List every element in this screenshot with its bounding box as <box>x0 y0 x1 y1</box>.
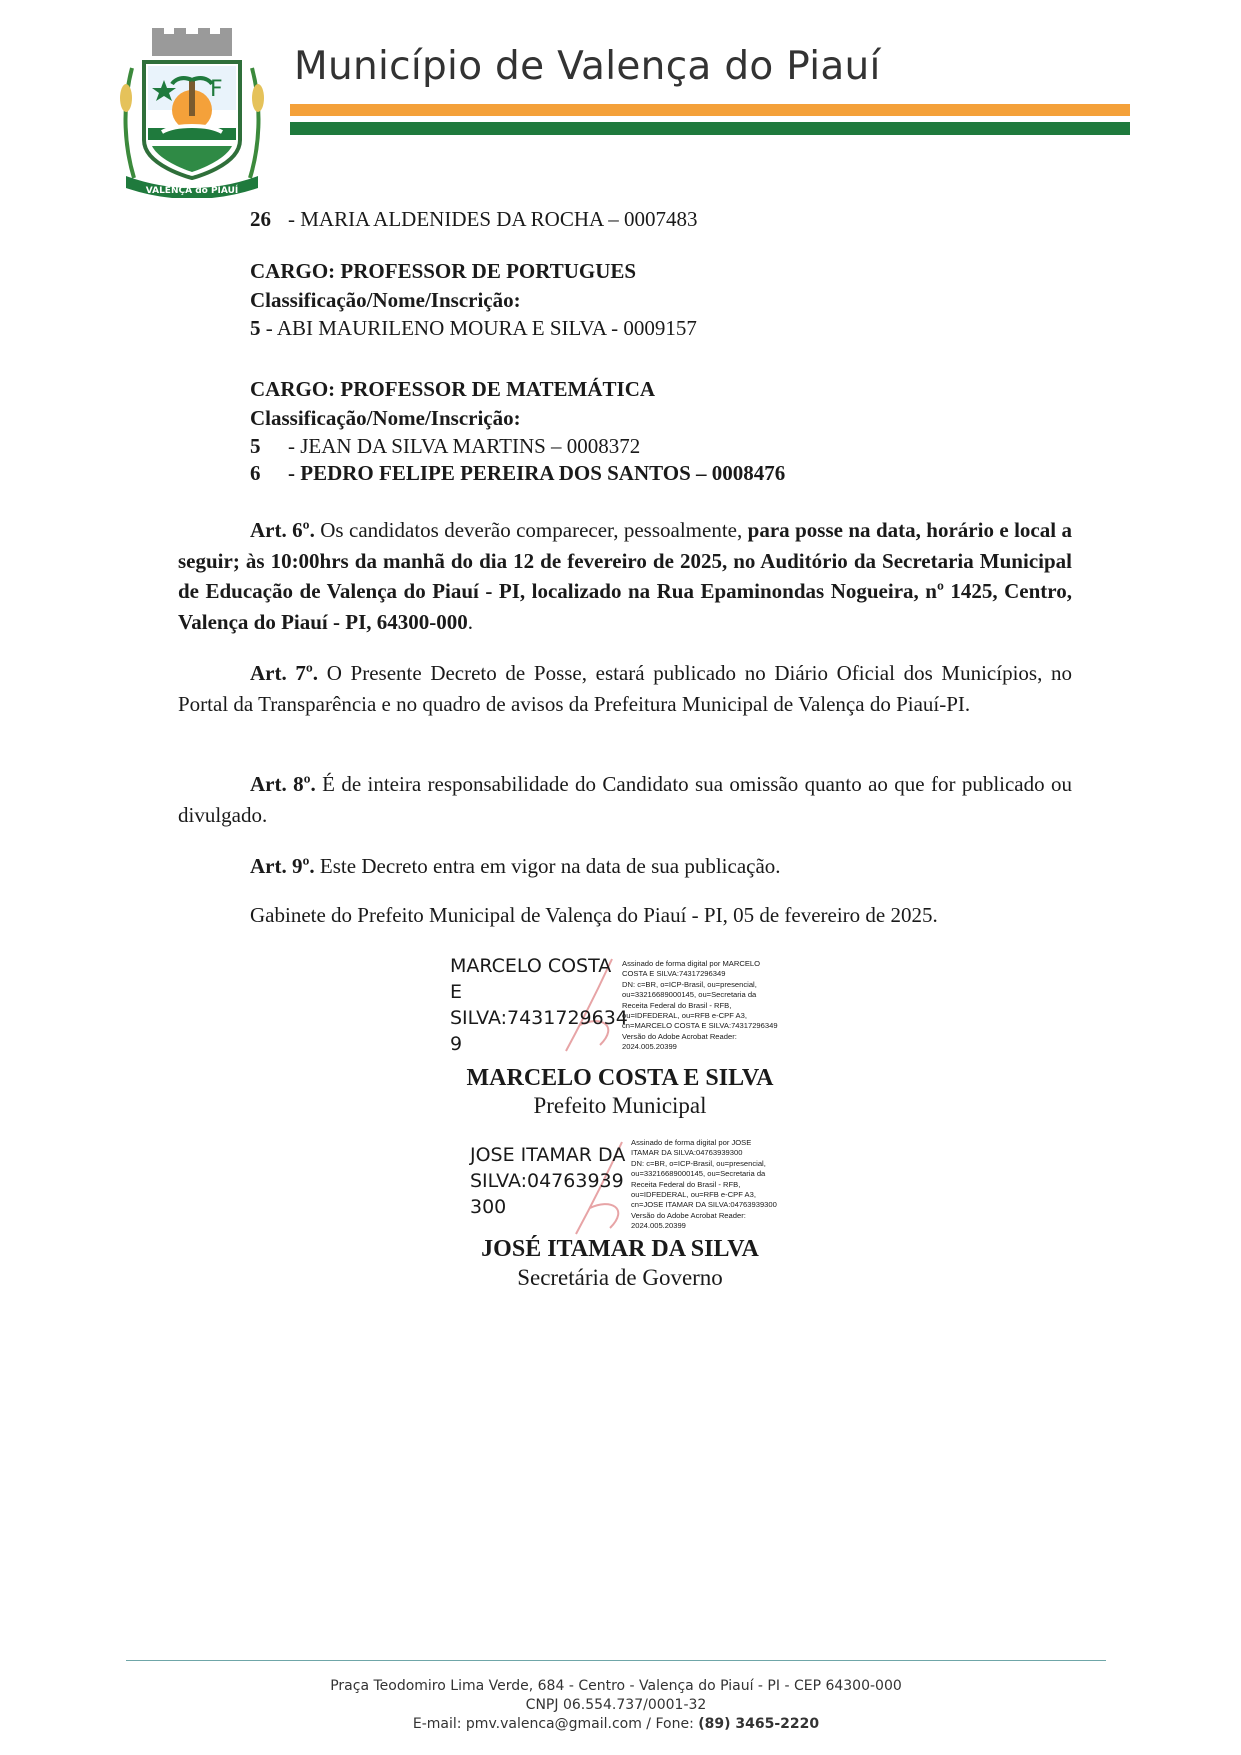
page-title: Município de Valença do Piauí <box>294 44 881 89</box>
article-label: Art. 6º. <box>250 518 315 542</box>
digital-signature-2 <box>470 1138 800 1238</box>
list-item-text: - PEDRO FELIPE PEREIRA DOS SANTOS – 0008476 <box>288 461 786 485</box>
article-label: Art. 9º. <box>250 854 315 878</box>
digital-signature-1 <box>450 953 790 1063</box>
svg-text:F: F <box>210 77 223 102</box>
footer-phone: (89) 3465-2220 <box>698 1716 820 1732</box>
article-label: Art. 8º. <box>250 772 316 796</box>
list-item-number: 5 <box>250 434 261 458</box>
list-item-number: 5 <box>250 316 261 340</box>
cargo-heading-matematica: CARGO: PROFESSOR DE MATEMÁTICA <box>250 377 656 401</box>
footer-cnpj: CNPJ 06.554.737/0001-32 <box>525 1697 707 1713</box>
article-7: Art. 7º. O Presente Decreto de Posse, estará publicado no Diário Oficial dos Municípios, no Portal da Transparência e no quadro de avisos da Prefeitura Municipal de Valença do Piauí-PI. <box>178 661 1072 716</box>
svg-text:VALENÇA do PIAUÍ: VALENÇA do PIAUÍ <box>145 186 239 196</box>
header-stripe-green <box>290 122 1130 135</box>
article-6: Art. 6º. Os candidatos deverão comparecer, pessoalmente, para posse na data, horário e local a seguir; às 10:00hrs da manhã do dia 12 de fevereiro de 2025, no Auditório da Secretaria Municipal de Educação de Valença do Piauí - PI, localizado na Rua Epaminondas Nogueira, nº 1425, Centro, Valença do Piauí - PI, 64300-000. <box>178 518 1073 634</box>
signer-name-1: MARCELO COSTA E SILVA <box>466 1065 774 1091</box>
header-stripe-orange <box>290 104 1130 116</box>
list-item-text: - MARIA ALDENIDES DA ROCHA – 0007483 <box>288 207 698 231</box>
list-item <box>250 207 698 232</box>
article-label: Art. 7º. <box>250 661 319 685</box>
list-item <box>250 434 640 459</box>
list-item <box>250 461 785 486</box>
classification-subtitle: Classificação/Nome/Inscrição: <box>250 288 521 312</box>
signer-role-2: Secretária de Governo <box>517 1265 723 1290</box>
signature-digital-name: JOSE ITAMAR DA SILVA:04763939 300 <box>470 1144 626 1218</box>
footer-contact <box>126 1716 1106 1732</box>
article-9: Art. 9º. Este Decreto entra em vigor na data de sua publicação. <box>250 854 781 878</box>
signature-details: Assinado de forma digital por JOSE ITAMAR DA SILVA:04763939300 DN: c=BR, o=ICP-Brasil, ou=presencial, ou=33216689000145, ou=Secretaria da Receita Federal do Brasil - RFB, ou=IDFEDERAL, ou=RFB e-CPF A3, cn=JOSE ITAMAR DA SILVA:04763939300 Versão do Adobe Acrobat Reader: 2024.005.20399 <box>631 1138 777 1231</box>
classification-subtitle: Classificação/Nome/Inscrição: <box>250 406 521 430</box>
coat-of-arms-icon <box>112 28 272 198</box>
list-item <box>250 316 697 341</box>
closing-line: Gabinete do Prefeito Municipal de Valença do Piauí - PI, 05 de fevereiro de 2025. <box>250 903 938 927</box>
footer-email: E-mail: pmv.valenca@gmail.com / Fone: <box>412 1716 699 1732</box>
footer-divider <box>126 1660 1106 1661</box>
signature-digital-name: MARCELO COSTA E SILVA:7431729634 9 <box>450 955 628 1055</box>
list-item-text: - JEAN DA SILVA MARTINS – 0008372 <box>288 434 641 458</box>
cargo-heading-portugues: CARGO: PROFESSOR DE PORTUGUES <box>250 259 637 283</box>
signature-details: Assinado de forma digital por MARCELO COSTA E SILVA:74317296349 DN: c=BR, o=ICP-Brasil, ou=presencial, ou=33216689000145, ou=Secretaria da Receita Federal do Brasil - RFB, ou=IDFEDERAL, ou=RFB e-CPF A3, cn=MARCELO COSTA E SILVA:74317296349 Versão do Adobe Acrobat Reader: 2024.005.20399 <box>622 959 778 1052</box>
list-item-text: - ABI MAURILENO MOURA E SILVA - 0009157 <box>260 316 697 340</box>
article-8: Art. 8º. É de inteira responsabilidade do Candidato sua omissão quanto ao que for publicado ou divulgado. <box>178 772 1072 827</box>
list-item-number: 6 <box>250 461 261 485</box>
signer-role-1: Prefeito Municipal <box>533 1093 707 1118</box>
signer-name-2: JOSÉ ITAMAR DA SILVA <box>481 1236 759 1262</box>
footer-address: Praça Teodomiro Lima Verde, 684 - Centro - Valença do Piauí - PI - CEP 64300-000 <box>330 1678 902 1694</box>
list-item-number: 26 <box>250 207 271 231</box>
